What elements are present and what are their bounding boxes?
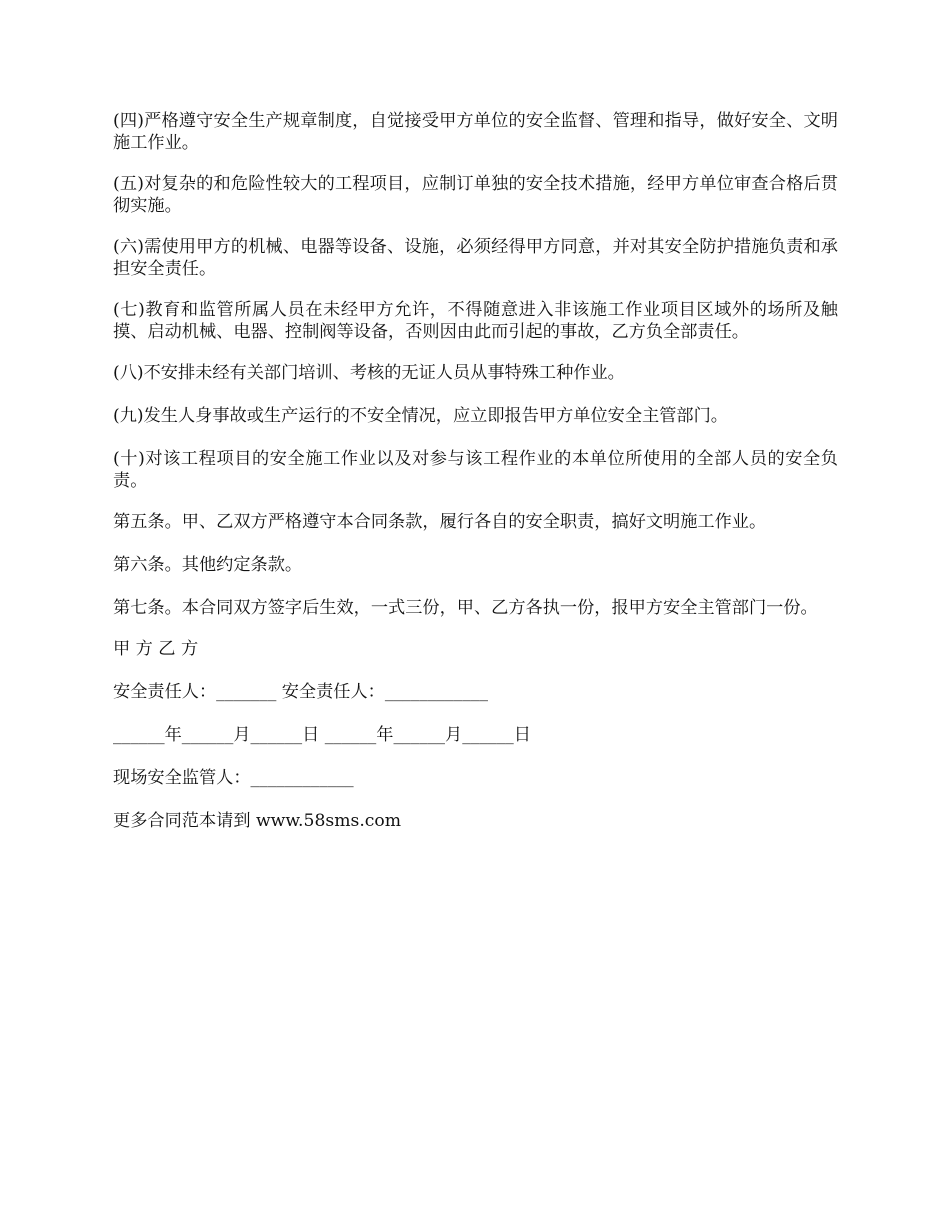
clause-7: (七)教育和监管所属人员在未经甲方允许，不得随意进入非该施工作业项目区域外的场所及触摸、启动机械、电器、控制阀等设备，否则因由此而引起的事故，乙方负全部责任。: [113, 300, 838, 342]
clause-9: (九)发生人身事故或生产运行的不安全情况，应立即报告甲方单位安全主管部门。: [113, 406, 728, 426]
clause-5: (五)对复杂的和危险性较大的工程项目，应制订单独的安全技术措施，经甲方单位审查合格后贯彻实施。: [113, 174, 838, 216]
signature-responsible-persons: 安全责任人：_______ 安全责任人：____________: [113, 682, 488, 702]
article-7: 第七条。本合同双方签字后生效，一式三份，甲、乙方各执一份，报甲方安全主管部门一份。: [113, 598, 818, 618]
signature-site-supervisor: 现场安全监管人：____________: [113, 768, 354, 788]
signature-parties: 甲 方 乙 方: [113, 639, 199, 659]
article-6: 第六条。其他约定条款。: [113, 555, 303, 575]
clause-4: (四)严格遵守安全生产规章制度，自觉接受甲方单位的安全监督、管理和指导，做好安全、文明施工作业。: [113, 111, 838, 153]
document-body: [113, 110, 838, 853]
clause-10: (十)对该工程项目的安全施工作业以及对参与该工程作业的本单位所使用的全部人员的安全负责。: [113, 449, 838, 491]
signature-dates: ______年______月______日 ______年______月______日: [113, 725, 531, 745]
article-5: 第五条。甲、乙双方严格遵守本合同条款，履行各自的安全职责，搞好文明施工作业。: [113, 512, 767, 532]
footer-more-templates: 更多合同范本请到 www.58sms.com: [113, 811, 402, 831]
clause-6: (六)需使用甲方的机械、电器等设备、设施，必须经得甲方同意，并对其安全防护措施负责和承担安全责任。: [113, 237, 838, 279]
clause-8: (八)不安排未经有关部门培训、考核的无证人员从事特殊工种作业。: [113, 363, 625, 383]
